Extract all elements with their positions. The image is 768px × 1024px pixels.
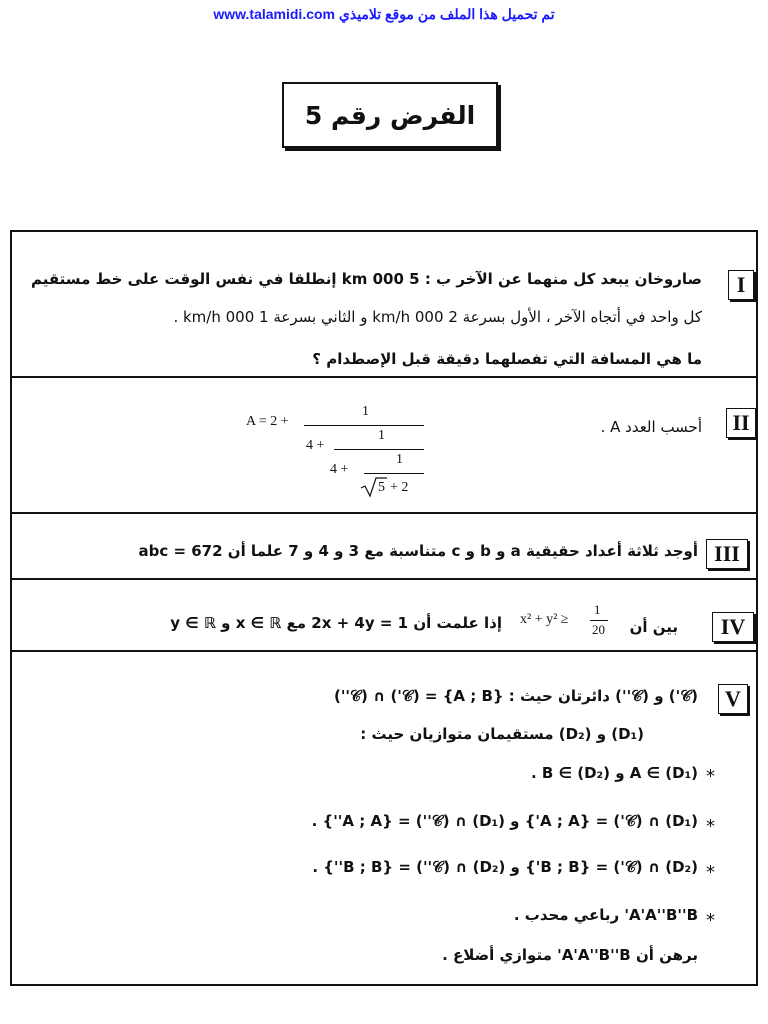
exam-title [282,82,498,148]
section-number-3: III [706,539,748,569]
fraction-bar-2 [334,449,424,450]
section-5-line-5: (D₂) ∩ (𝒞') = {B ; B'} و (D₂) ∩ (𝒞'') = {B ; B''} . [312,858,698,876]
fraction-bar-1 [304,425,424,426]
section-3-text: أوجد ثلاثة أعداد حقيقية a و b و c متناسبة مع 3 و 4 و 7 علما أن abc = 672 [138,542,698,560]
section-1-line-1: صاروخان يبعد كل منهما عن الآخر ب : 5 000 km إنطلقا في نفس الوقت على خط مستقيم [31,270,702,288]
bullet-star-1: * [706,766,715,787]
section-1-line-2: كل واحد في أتجاه الآخر ، الأول بسرعة 2 000 km/h و الثاني بسرعة 1 000 km/h . [173,308,702,326]
section-number-1: I [728,270,754,300]
section-number-2: II [726,408,756,438]
separator-3 [12,578,756,580]
separator-1 [12,376,756,378]
section-number-4: IV [712,612,754,642]
separator-4 [12,650,756,652]
formula-num-2: 1 [378,428,385,443]
section-5-line-3: A ∈ (D₁) و B ∈ (D₂) . [531,764,698,782]
formula-four-plus-1: 4 + [306,438,325,453]
formula-lhs: A = 2 + [246,414,289,429]
bullet-star-3: * [706,862,715,883]
section-5-line-4: (D₁) ∩ (𝒞') = {A ; A'} و (D₁) ∩ (𝒞'') = {A ; A''} . [311,812,698,830]
section-4-frac-num: 1 [594,602,601,617]
exam-frame [10,230,758,986]
section-5-line-2: (D₁) و (D₂) مستقيمان متوازيان حيث : [360,725,644,743]
formula-num-3: 1 [396,452,403,467]
separator-2 [12,512,756,514]
section-4-rest: إذا علمت أن 2x + 4y = 1 مع x ∈ ℝ و y ∈ ℝ [170,614,502,632]
section-4-inequality: x² + y² ≥ [520,612,569,627]
fraction-bar-3 [364,473,424,474]
section-5-line-6: A'A''B''B' رباعي محدب . [513,906,698,924]
bullet-star-2: * [706,816,715,837]
section-4-prefix: بين أن [629,618,678,636]
section-2-instruction: أحسب العدد A . [600,418,702,436]
section-1-line-3: ما هي المسافة التي تفصلهما دقيقة قبل الإصطدام ؟ [312,350,702,368]
formula-root: 5 [378,480,385,495]
section-5-line-1: (𝒞') و (𝒞'') دائرتان حيث : {A ; B} = (𝒞') ∩ (𝒞'') [333,687,698,705]
formula-four-plus-2: 4 + [330,462,349,477]
formula-num-1: 1 [362,404,369,419]
section-5-line-7: برهن أن A'A''B''B' متوازي أضلاع . [442,946,698,964]
section-4-frac-bar [590,620,608,621]
section-4-frac-den: 20 [592,622,605,637]
section-number-5: V [718,684,748,714]
header-source-link[interactable]: www.talamidi.com تم تحميل هذا الملف من موقع تلاميذي [213,6,555,22]
exam-title-text: الفرض رقم 5 [304,100,476,130]
formula-plus-two: + 2 [390,480,409,495]
bullet-star-4: * [706,910,715,931]
